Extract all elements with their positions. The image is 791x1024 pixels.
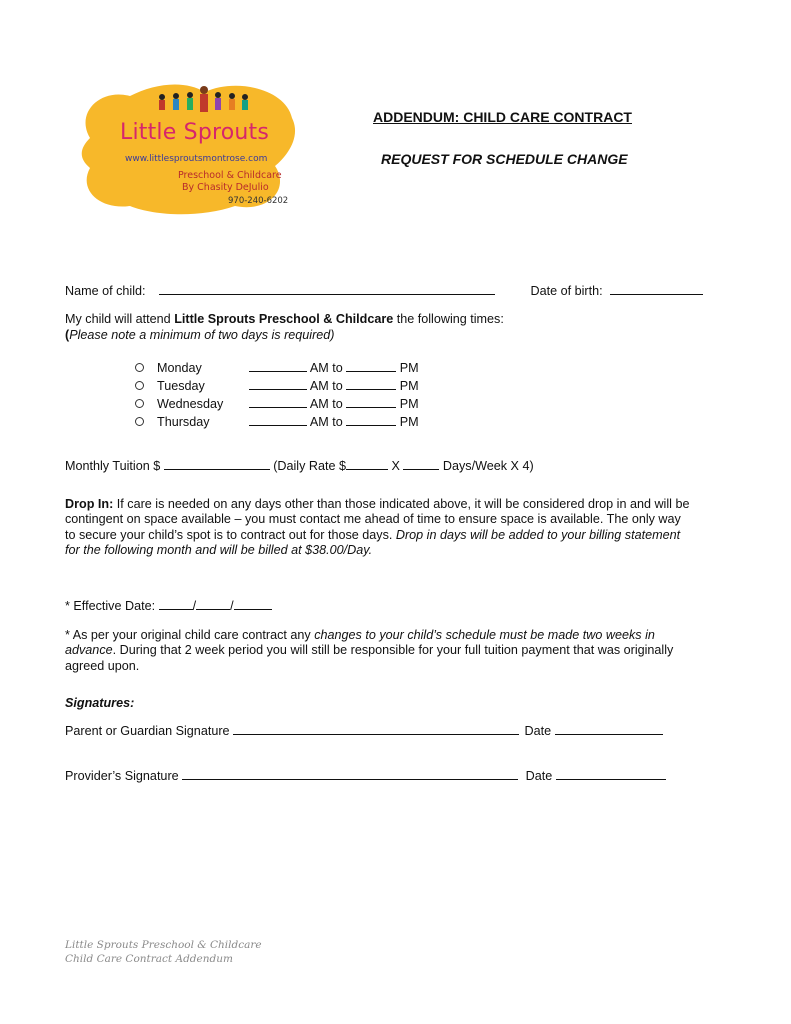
schedule-row-tuesday [135,378,419,393]
attend-note-text: Please note a minimum of two days is required) [69,328,335,342]
day-label: Monday [157,361,202,375]
wednesday-radio[interactable] [135,399,144,408]
policy-text-e: agreed upon. [65,658,140,673]
days-week-label: Days/Week X 4) [442,459,534,473]
parent-signature-label: Parent or Guardian Signature [65,724,230,738]
provider-date-label: Date [525,769,553,783]
attend-note [65,328,335,342]
am-label: AM to [309,415,343,429]
days-per-week-field[interactable] [403,458,439,470]
pm-label: PM [399,397,419,411]
parent-date-label: Date [524,724,552,738]
schedule-row-monday [135,360,419,375]
logo-tagline-2: By Chasity DeJulio [182,182,269,193]
am-label: AM to [309,379,343,393]
drop-in-text-1: If care is needed on any days other than those indicated above, it will be considered drop in and will be [116,497,690,511]
drop-in-text-3a: to secure your child’s spot is to contract out for those days. [65,527,393,542]
multiply-label: X [391,459,400,473]
tuesday-radio[interactable] [135,381,144,390]
policy-text-b: changes to your child’s schedule must be made two weeks in [314,628,655,642]
tuition-label: Monthly Tuition $ [65,459,161,473]
drop-in-text-4: for the following month and will be billed at $38.00/Day. [65,543,373,558]
page-subtitle: REQUEST FOR SCHEDULE CHANGE [381,151,628,167]
provider-signature-row [65,768,666,783]
logo-tagline-1: Preschool & Childcare [178,170,282,181]
parent-signature-field[interactable] [233,723,519,735]
logo-url: www.littlesproutsmontrose.com [125,154,268,164]
day-label: Thursday [157,415,210,429]
attend-statement [65,312,504,326]
am-time-field[interactable] [249,378,307,390]
effective-year-field[interactable] [234,598,272,610]
attend-note-paren: ( [65,328,70,342]
drop-in-text-2: contingent on space available – you must contact me ahead of time to ensure space is available. The only way [65,512,681,527]
drop-in-text-3b: Drop in days will be added to your billing statement [395,527,681,542]
provider-signature-field[interactable] [182,768,518,780]
effective-date-row: * Effective Date: / / [65,598,272,613]
day-label: Tuesday [157,379,205,393]
am-label: AM to [309,361,343,375]
pm-label: PM [399,361,419,375]
day-label: Wednesday [157,397,224,411]
footer-line-1: Little Sprouts Preschool & Childcare [65,939,262,951]
pm-time-field[interactable] [346,414,396,426]
page-footer [65,938,262,966]
provider-signature-label: Provider’s Signature [65,769,179,783]
attend-school-name: Little Sprouts Preschool & Childcare [174,312,394,326]
am-time-field[interactable] [249,360,307,372]
am-label: AM to [309,397,343,411]
parent-signature-row [65,723,663,738]
dob-label: Date of birth: [530,284,603,298]
attend-suffix: the following times: [396,312,504,326]
monday-radio[interactable] [135,363,144,372]
page-title: ADDENDUM: CHILD CARE CONTRACT [373,109,632,125]
drop-in-paragraph [65,497,725,559]
signatures-heading: Signatures: [65,696,135,710]
am-time-field[interactable] [249,414,307,426]
pm-time-field[interactable] [346,360,396,372]
policy-text-a: * As per your original child care contract any [65,628,311,642]
child-info-row [65,283,703,298]
thursday-radio[interactable] [135,417,144,426]
effective-date-label: * Effective Date: [65,599,156,613]
footer-line-2: Child Care Contract Addendum [65,953,233,965]
am-time-field[interactable] [249,396,307,408]
logo [70,78,300,218]
effective-month-field[interactable] [159,598,193,610]
child-name-field[interactable] [159,283,495,295]
policy-text-d: . During that 2 week period you will still be responsible for your full tuition payment that was originally [112,643,674,658]
effective-day-field[interactable] [196,598,230,610]
attend-prefix: My child will attend [65,312,171,326]
pm-time-field[interactable] [346,396,396,408]
daily-rate-label: (Daily Rate $ [273,459,346,473]
drop-in-label: Drop In: [65,497,114,511]
tuition-amount-field[interactable] [164,458,270,470]
pm-label: PM [399,415,419,429]
child-name-label: Name of child: [65,284,146,298]
parent-date-field[interactable] [555,723,663,735]
policy-text-c: advance [65,643,113,658]
logo-phone: 970-240-6202 [228,196,289,206]
logo-brand-text: Little Sprouts [120,120,270,145]
schedule-row-wednesday [135,396,419,411]
provider-date-field[interactable] [556,768,666,780]
daily-rate-field[interactable] [346,458,388,470]
pm-time-field[interactable] [346,378,396,390]
dob-field[interactable] [610,283,703,295]
children-figures-icon [152,84,252,118]
pm-label: PM [399,379,419,393]
tuition-row [65,458,534,473]
policy-paragraph [65,628,725,674]
schedule-row-thursday [135,414,419,429]
